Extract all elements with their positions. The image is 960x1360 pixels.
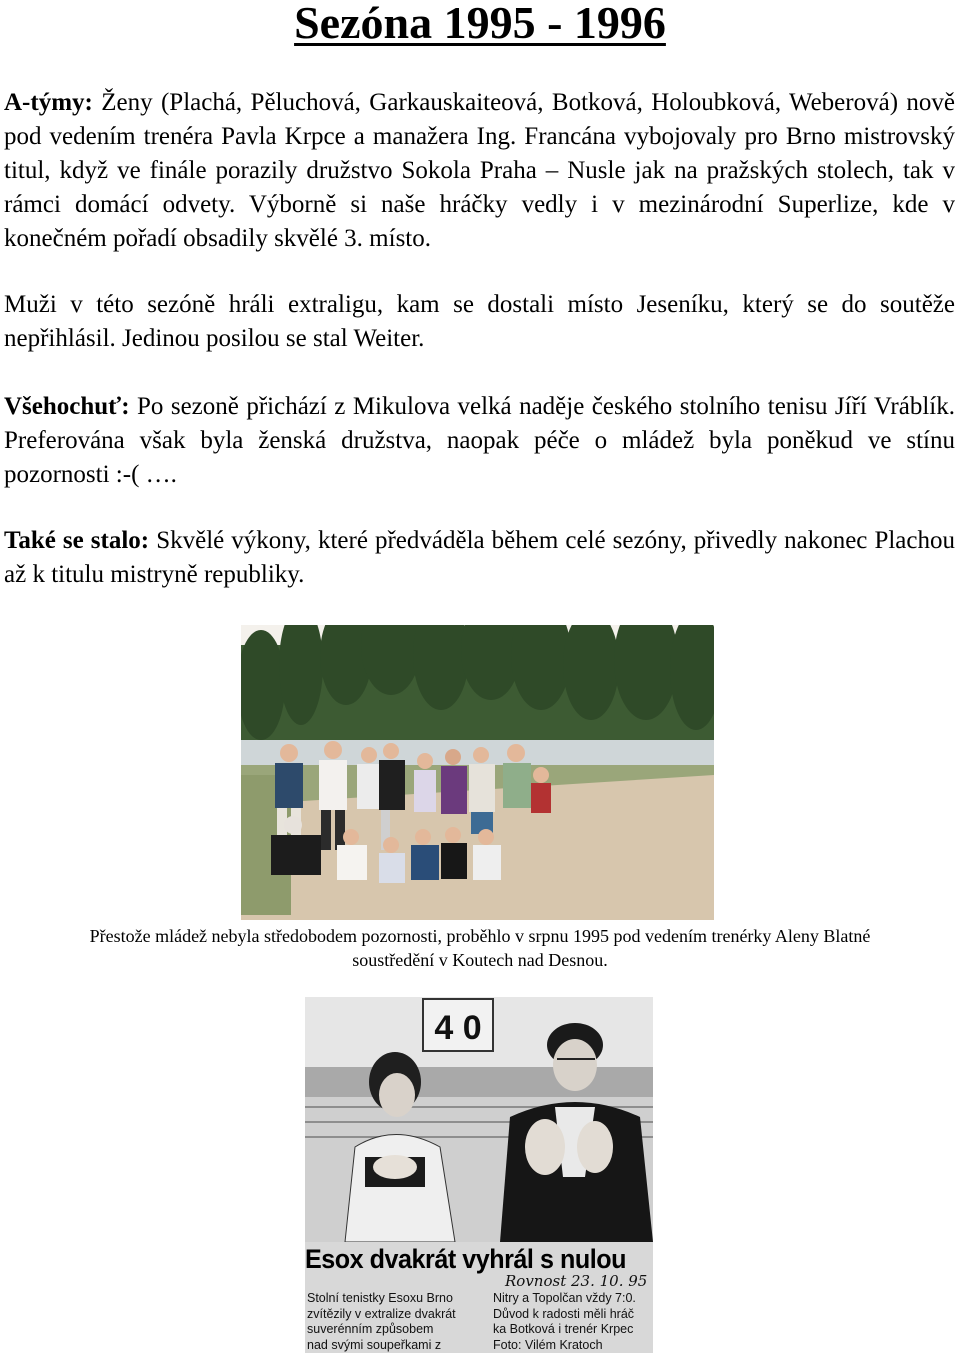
team-photo — [241, 625, 714, 920]
clipping-left-line: Stolní tenistky Esoxu Brno — [307, 1291, 453, 1305]
label-take-se-stalo: Také se stalo: — [4, 527, 150, 554]
scoreboard-digits: 4 0 — [434, 1009, 482, 1047]
clipping-headline: Esox dvakrát vyhrál s nulou — [305, 1244, 626, 1274]
clipping-left-line: zvítězily v extralize dvakrát — [307, 1306, 456, 1321]
label-vsehochut: Všehochuť: — [4, 393, 130, 420]
paragraph-take-se-stalo — [4, 524, 955, 592]
label-a-tymy: A-týmy: — [4, 89, 93, 116]
clipping-right-line: Nitry a Topolčan vždy 7:0. — [493, 1291, 636, 1305]
newspaper-clipping — [305, 997, 653, 1353]
text-a-tymy: Ženy (Plachá, Pěluchová, Garkauskaiteová, Botková, Holoubková, Weberová) nově pod vedením trenéra Pavla Krpce a manažera Ing. Francána vybojovaly pro Brno mistrovský titul, když ve finále porazily družstvo Sokola Praha – Nusle jak na pražských stolech, tak v rámci domácí odvety. Výborně si naše hráčky vedly i v mezinárodní Superlize, kde v konečném pořadí obsadily skvělé 3. místo. — [4, 89, 955, 252]
team-photo-image — [241, 625, 714, 920]
text-take-se-stalo: Skvělé výkony, které předváděla během celé sezóny, přivedly nakonec Plachou až k titulu mistryně republiky. — [4, 527, 955, 588]
paragraph-muzi: Muži v této sezóně hráli extraligu, kam se dostali místo Jeseníku, který se do soutěže nepřihlásil. Jedinou posilou se stal Weiter. — [4, 291, 955, 352]
clipping-right-line: ka Botková i trenér Krpec — [493, 1322, 634, 1336]
clipping-left-line: nad svými soupeřkami z — [307, 1337, 442, 1352]
text-vsehochut: Po sezoně přichází z Mikulova velká naděje českého stolního tenisu Jíří Vráblík. Preferována však byla ženská družstva, naopak péče o mládež byla poněkud ve stínu pozornosti :-( …. — [4, 393, 955, 488]
clipping-handwritten-note: Rovnost 23. 10. 95 — [505, 1272, 648, 1290]
clipping-photo — [305, 997, 653, 1242]
paragraph-a-tymy — [4, 86, 955, 256]
photo-caption — [0, 924, 960, 972]
clipping-right-column — [493, 1291, 636, 1353]
clipping-right-line: Foto: Vilém Kratoch — [493, 1337, 603, 1352]
paragraph-vsehochut — [4, 390, 955, 492]
clipping-right-line: Důvod k radosti měli hráč — [493, 1306, 635, 1321]
photo-caption-line-2: soustředění v Koutech nad Desnou. — [352, 950, 608, 970]
photo-caption-line-1: Přestože mládež nebyla středobodem pozornosti, proběhlo v srpnu 1995 pod vedením trenérky Aleny Blatné — [89, 926, 871, 946]
page-title: Sezóna 1995 - 1996 — [294, 0, 666, 48]
clipping-left-column — [307, 1291, 456, 1353]
clipping-left-line: suverénním způsobem — [307, 1322, 434, 1336]
